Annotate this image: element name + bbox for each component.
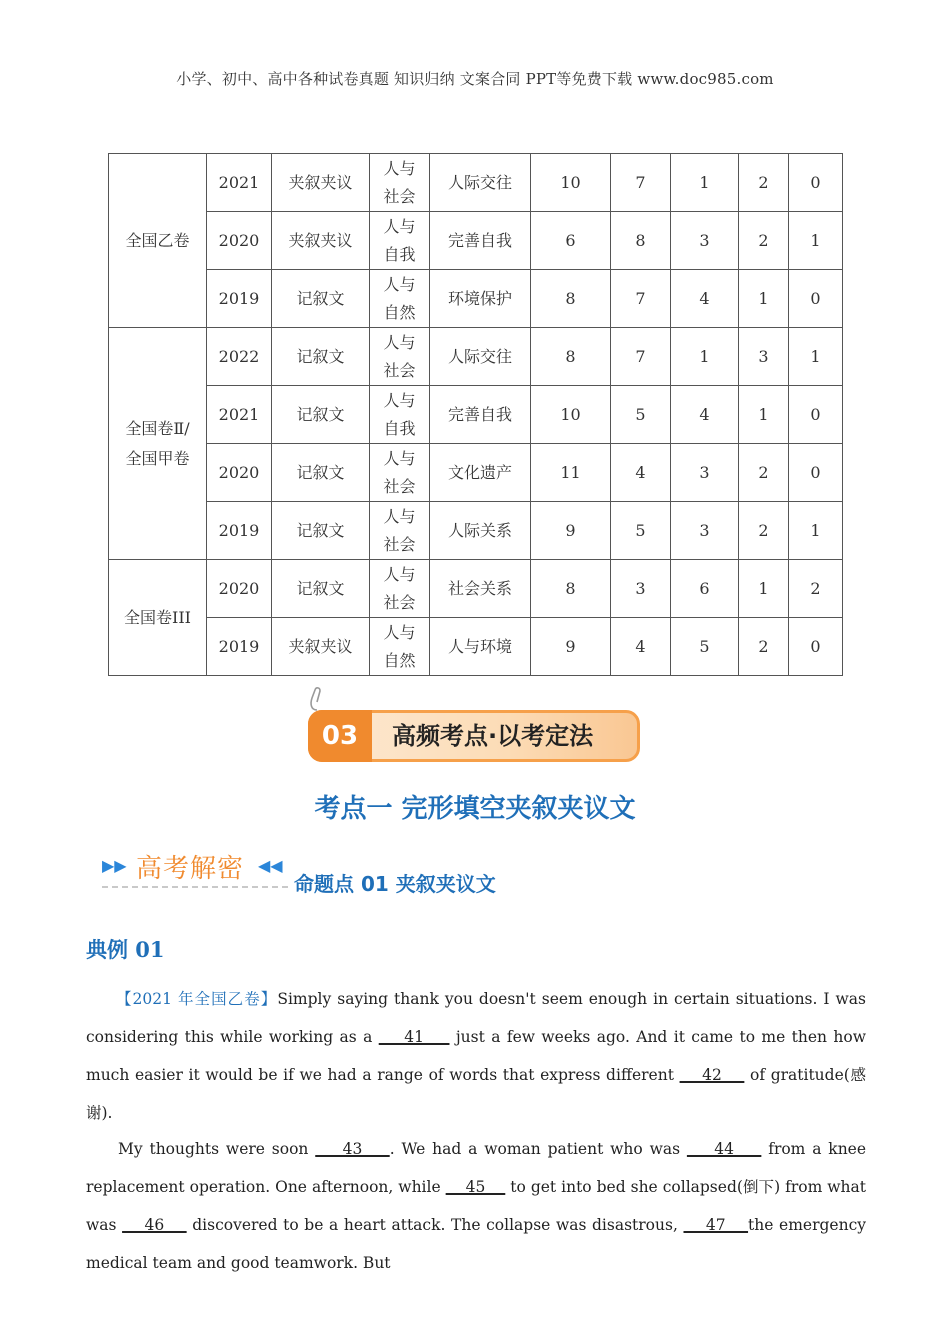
count-cell: 10 <box>531 386 611 444</box>
table-row <box>109 328 843 386</box>
count-cell: 5 <box>611 502 671 560</box>
dashed-divider <box>102 886 288 888</box>
genre-cell: 记叙文 <box>272 560 370 618</box>
cloze-passage <box>86 980 866 1282</box>
year-cell: 2021 <box>207 386 272 444</box>
count-cell: 3 <box>611 560 671 618</box>
theme-cell: 人与 自我 <box>370 212 430 270</box>
gaokao-label: 高考解密 <box>136 854 245 884</box>
count-cell: 4 <box>611 618 671 676</box>
count-cell: 5 <box>671 618 739 676</box>
table-row <box>109 444 843 502</box>
count-cell: 8 <box>611 212 671 270</box>
blank-47: 47 <box>683 1216 749 1234</box>
year-cell: 2020 <box>207 560 272 618</box>
passage-paragraph: 【2021 年全国乙卷】Simply saying thank you doesn't seem enough in certain situations. I was considering this while working as a 41 just a few weeks ago. And it came to me then how much easier it would be if we had a range of words that express different 42 of gratitude(感谢). <box>86 990 867 1122</box>
blank-46: 46 <box>122 1216 187 1234</box>
table-row <box>109 154 843 212</box>
topic-cell: 环境保护 <box>430 270 531 328</box>
count-cell: 8 <box>531 270 611 328</box>
count-cell: 1 <box>789 502 843 560</box>
count-cell: 4 <box>671 386 739 444</box>
theme-cell: 人与 社会 <box>370 502 430 560</box>
count-cell: 0 <box>789 386 843 444</box>
region-cell: 全国卷III <box>109 560 207 676</box>
section-heading: 考点一 完形填空夹叙夹议文 <box>314 794 636 824</box>
topic-cell: 文化遗产 <box>430 444 531 502</box>
year-cell: 2019 <box>207 618 272 676</box>
topic-cell: 完善自我 <box>430 386 531 444</box>
genre-cell: 记叙文 <box>272 328 370 386</box>
count-cell: 9 <box>531 618 611 676</box>
count-cell: 1 <box>739 560 789 618</box>
year-cell: 2019 <box>207 502 272 560</box>
year-cell: 2021 <box>207 154 272 212</box>
table-row <box>109 212 843 270</box>
count-cell: 1 <box>739 386 789 444</box>
count-cell: 0 <box>789 618 843 676</box>
genre-cell: 记叙文 <box>272 270 370 328</box>
count-cell: 6 <box>531 212 611 270</box>
theme-cell: 人与 社会 <box>370 154 430 212</box>
count-cell: 7 <box>611 328 671 386</box>
theme-cell: 人与 自然 <box>370 270 430 328</box>
region-cell: 全国卷Ⅱ/ 全国甲卷 <box>109 328 207 560</box>
count-cell: 3 <box>671 502 739 560</box>
theme-cell: 人与 自我 <box>370 386 430 444</box>
table-row <box>109 618 843 676</box>
count-cell: 1 <box>671 154 739 212</box>
year-cell: 2020 <box>207 212 272 270</box>
example-title: 典例 01 <box>86 937 165 962</box>
count-cell: 3 <box>739 328 789 386</box>
topic-cell: 社会关系 <box>430 560 531 618</box>
genre-cell: 夹叙夹议 <box>272 618 370 676</box>
genre-cell: 记叙文 <box>272 386 370 444</box>
page-header: 小学、初中、高中各种试卷真题 知识归纳 文案合同 PPT等免费下载 www.doc985.com <box>176 70 774 88</box>
count-cell: 4 <box>611 444 671 502</box>
count-cell: 3 <box>671 212 739 270</box>
region-cell: 全国乙卷 <box>109 154 207 328</box>
count-cell: 1 <box>789 328 843 386</box>
count-cell: 8 <box>531 560 611 618</box>
genre-cell: 记叙文 <box>272 444 370 502</box>
count-cell: 10 <box>531 154 611 212</box>
banner-number: 03 <box>308 710 372 762</box>
exam-stats-table <box>108 153 843 676</box>
count-cell: 2 <box>739 502 789 560</box>
blank-45: 45 <box>445 1178 506 1196</box>
double-arrow-left-icon: ◀◀ <box>258 856 283 875</box>
count-cell: 1 <box>671 328 739 386</box>
theme-cell: 人与 社会 <box>370 328 430 386</box>
year-cell: 2019 <box>207 270 272 328</box>
double-arrow-right-icon: ▶▶ <box>102 856 127 875</box>
topic-cell: 人际交往 <box>430 328 531 386</box>
blank-42: 42 <box>679 1066 745 1084</box>
theme-cell: 人与 社会 <box>370 444 430 502</box>
count-cell: 8 <box>531 328 611 386</box>
topic-cell: 人际关系 <box>430 502 531 560</box>
table-row <box>109 270 843 328</box>
count-cell: 2 <box>789 560 843 618</box>
genre-cell: 夹叙夹议 <box>272 212 370 270</box>
count-cell: 11 <box>531 444 611 502</box>
count-cell: 2 <box>739 618 789 676</box>
theme-cell: 人与 社会 <box>370 560 430 618</box>
count-cell: 5 <box>611 386 671 444</box>
count-cell: 1 <box>789 212 843 270</box>
count-cell: 0 <box>789 444 843 502</box>
table-row <box>109 386 843 444</box>
count-cell: 2 <box>739 154 789 212</box>
count-cell: 9 <box>531 502 611 560</box>
genre-cell: 记叙文 <box>272 502 370 560</box>
topic-cell: 完善自我 <box>430 212 531 270</box>
genre-cell: 夹叙夹议 <box>272 154 370 212</box>
count-cell: 3 <box>671 444 739 502</box>
count-cell: 2 <box>739 444 789 502</box>
passage-source: 【2021 年全国乙卷】 <box>116 990 278 1008</box>
blank-41: 41 <box>378 1028 450 1046</box>
count-cell: 7 <box>611 270 671 328</box>
blank-43: 43 <box>315 1140 390 1158</box>
count-cell: 7 <box>611 154 671 212</box>
count-cell: 1 <box>739 270 789 328</box>
table-row <box>109 560 843 618</box>
theme-cell: 人与 自然 <box>370 618 430 676</box>
count-cell: 4 <box>671 270 739 328</box>
year-cell: 2022 <box>207 328 272 386</box>
topic-cell: 人与环境 <box>430 618 531 676</box>
count-cell: 2 <box>739 212 789 270</box>
section-banner <box>296 700 646 766</box>
count-cell: 0 <box>789 270 843 328</box>
subsection-title: 命题点 01 夹叙夹议文 <box>294 872 496 896</box>
topic-cell: 人际交往 <box>430 154 531 212</box>
count-cell: 0 <box>789 154 843 212</box>
count-cell: 6 <box>671 560 739 618</box>
passage-paragraph: My thoughts were soon 43 . We had a woman patient who was 44 from a knee replacement operation. One afternoon, while 45 to get into bed she collapsed(倒下) from what was 46 discovered to be a heart attack. The collapse was disastrous, 47 the emergency medical team and good teamwork. But <box>86 1140 867 1272</box>
year-cell: 2020 <box>207 444 272 502</box>
table-row <box>109 502 843 560</box>
banner-title: 高频考点·以考定法 <box>392 722 594 750</box>
paperclip-icon <box>308 686 324 712</box>
blank-44: 44 <box>686 1140 762 1158</box>
gaokao-label-box <box>100 848 290 890</box>
